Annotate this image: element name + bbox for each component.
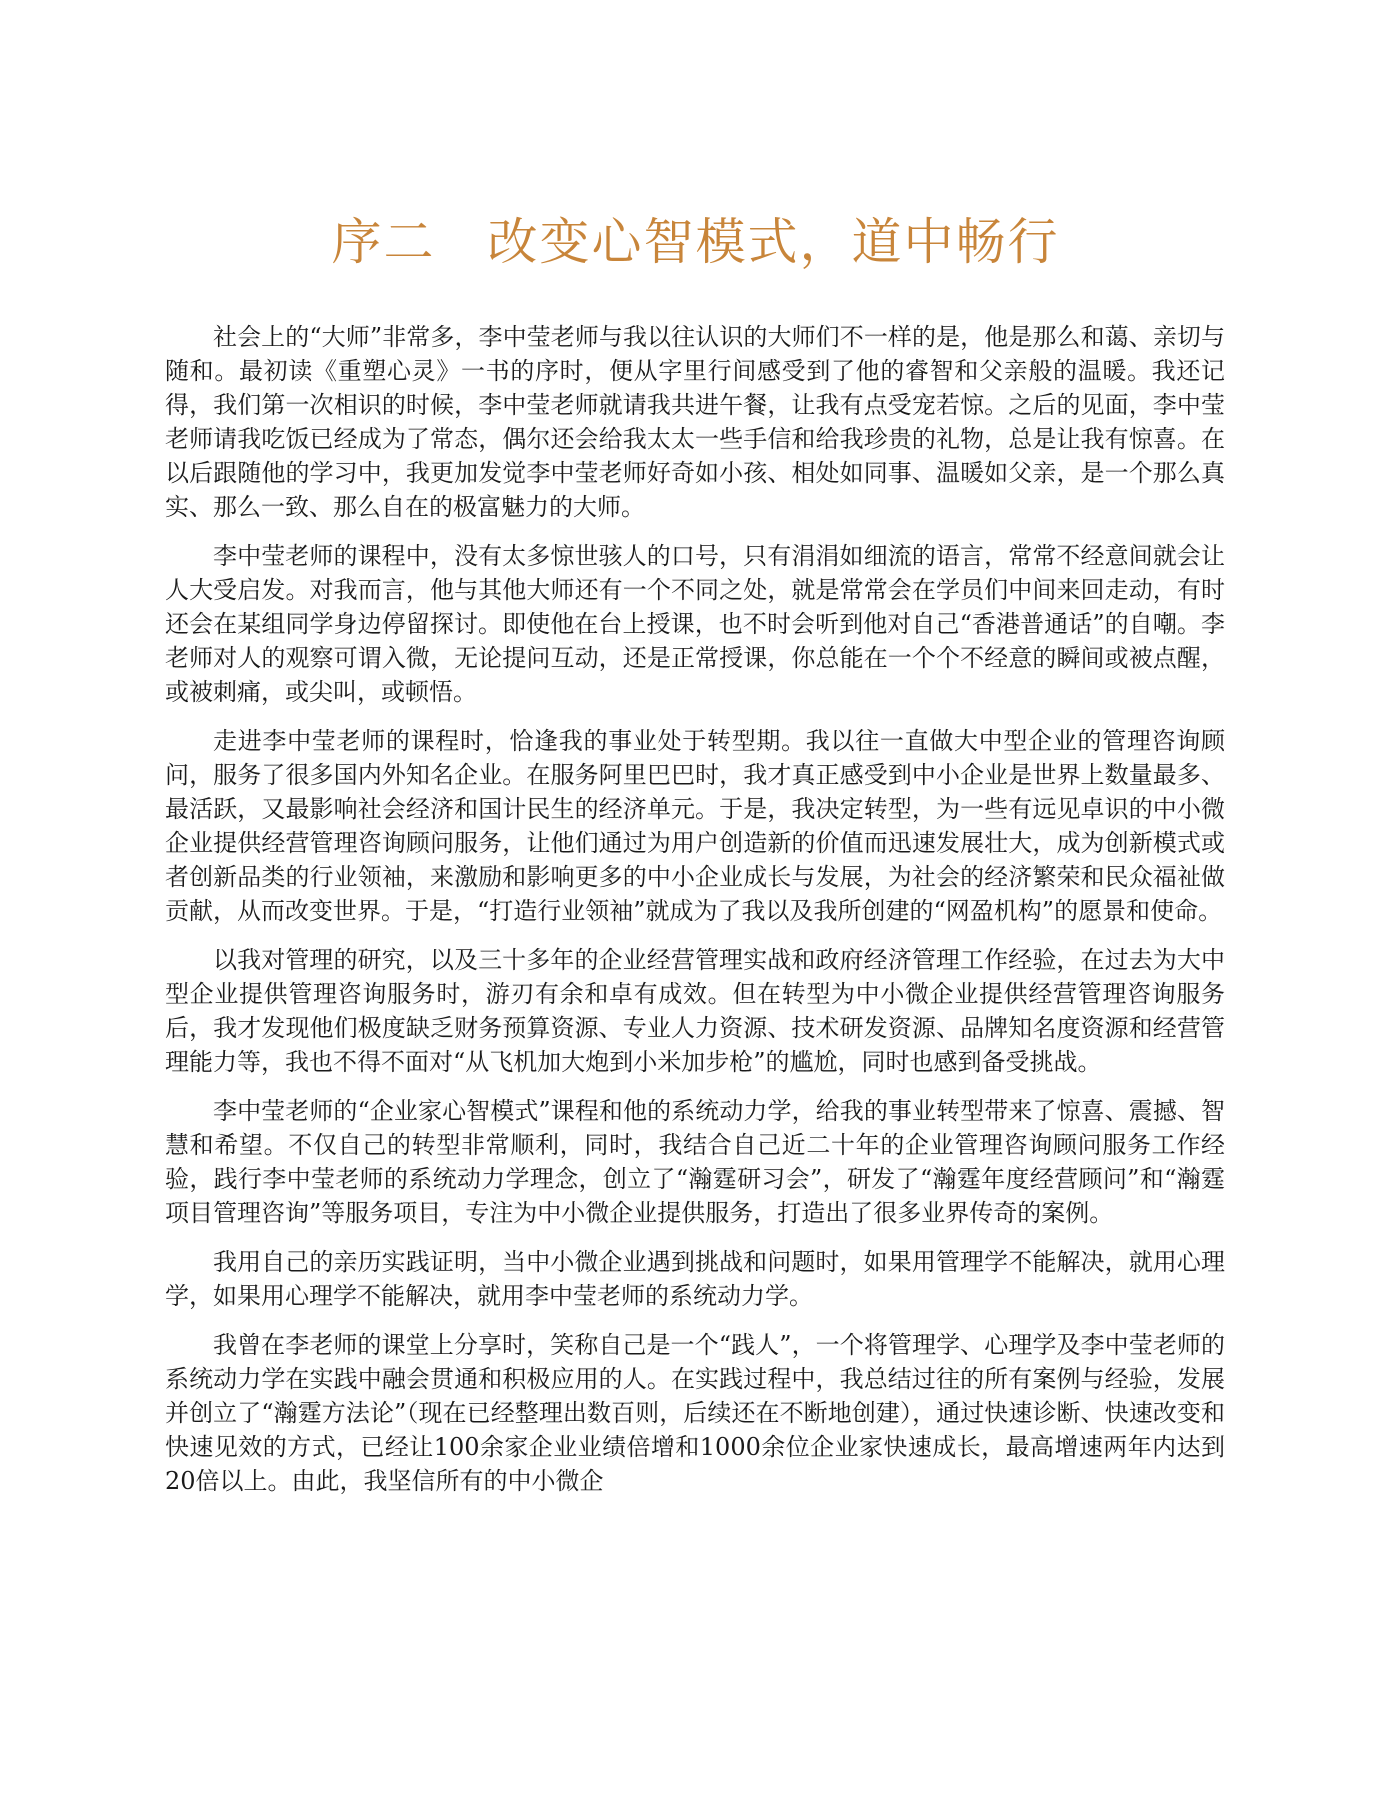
body-text [165, 320, 1225, 1513]
paragraph-6: 我用自己的亲历实践证明，当中小微企业遇到挑战和问题时，如果用管理学不能解决，就用心理学，如果用心理学不能解决，就用李中莹老师的系统动力学。 [165, 1248, 1225, 1310]
paragraph-2: 李中莹老师的课程中，没有太多惊世骇人的口号，只有涓涓如细流的语言，常常不经意间就会让人大受启发。对我而言，他与其他大师还有一个不同之处，就是常常会在学员们中间来回走动，有时还会在某组同学身边停留探讨。即使他在台上授课，也不时会听到他对自己“香港普通话”的自嘲。李老师对人的观察可谓入微，无论提问互动，还是正常授课，你总能在一个个不经意的瞬间或被点醒，或被刺痛，或尖叫，或顿悟。 [165, 542, 1225, 706]
paragraph-1: 社会上的“大师”非常多，李中莹老师与我以往认识的大师们不一样的是，他是那么和蔼、亲切与随和。最初读《重塑心灵》一书的序时，便从字里行间感受到了他的睿智和父亲般的温暖。我还记得，我们第一次相识的时候，李中莹老师就请我共进午餐，让我有点受宠若惊。之后的见面，李中莹老师请我吃饭已经成为了常态，偶尔还会给我太太一些手信和给我珍贵的礼物，总是让我有惊喜。在以后跟随他的学习中，我更加发觉李中莹老师好奇如小孩、相处如同事、温暖如父亲，是一个那么真实、那么一致、那么自在的极富魅力的大师。 [165, 323, 1225, 521]
paragraph-7: 我曾在李老师的课堂上分享时，笑称自己是一个“践人”，一个将管理学、心理学及李中莹老师的系统动力学在实践中融会贯通和积极应用的人。在实践过程中，我总结过往的所有案例与经验，发展并创立了“瀚霆方法论”（现在已经整理出数百则，后续还在不断地创建），通过快速诊断、快速改变和快速见效的方式，已经让100余家企业业绩倍增和1000余位企业家快速成长，最高增速两年内达到20倍以上。由此，我坚信所有的中小微企 [165, 1331, 1225, 1495]
paragraph-4: 以我对管理的研究，以及三十多年的企业经营管理实战和政府经济管理工作经验，在过去为大中型企业提供管理咨询服务时，游刃有余和卓有成效。但在转型为中小微企业提供经营管理咨询服务后，我才发现他们极度缺乏财务预算资源、专业人力资源、技术研发资源、品牌知名度资源和经营管理能力等，我也不得不面对“从飞机加大炮到小米加步枪”的尴尬，同时也感到备受挑战。 [165, 946, 1225, 1076]
chapter-title: 序二 改变心智模式，道中畅行 [331, 213, 1060, 271]
paragraph-3: 走进李中莹老师的课程时，恰逢我的事业处于转型期。我以往一直做大中型企业的管理咨询顾问，服务了很多国内外知名企业。在服务阿里巴巴时，我才真正感受到中小企业是世界上数量最多、最活跃，又最影响社会经济和国计民生的经济单元。于是，我决定转型，为一些有远见卓识的中小微企业提供经营管理咨询顾问服务，让他们通过为用户创造新的价值而迅速发展壮大，成为创新模式或者创新品类的行业领袖，来激励和影响更多的中小企业成长与发展，为社会的经济繁荣和民众福祉做贡献，从而改变世界。于是，“打造行业领袖”就成为了我以及我所创建的“网盈机构”的愿景和使命。 [165, 727, 1225, 925]
paragraph-5: 李中莹老师的“企业家心智模式”课程和他的系统动力学，给我的事业转型带来了惊喜、震撼、智慧和希望。不仅自己的转型非常顺利，同时，我结合自己近二十年的企业管理咨询顾问服务工作经验，践行李中莹老师的系统动力学理念，创立了“瀚霆研习会”，研发了“瀚霆年度经营顾问”和“瀚霆项目管理咨询”等服务项目，专注为中小微企业提供服务，打造出了很多业界传奇的案例。 [165, 1097, 1225, 1227]
